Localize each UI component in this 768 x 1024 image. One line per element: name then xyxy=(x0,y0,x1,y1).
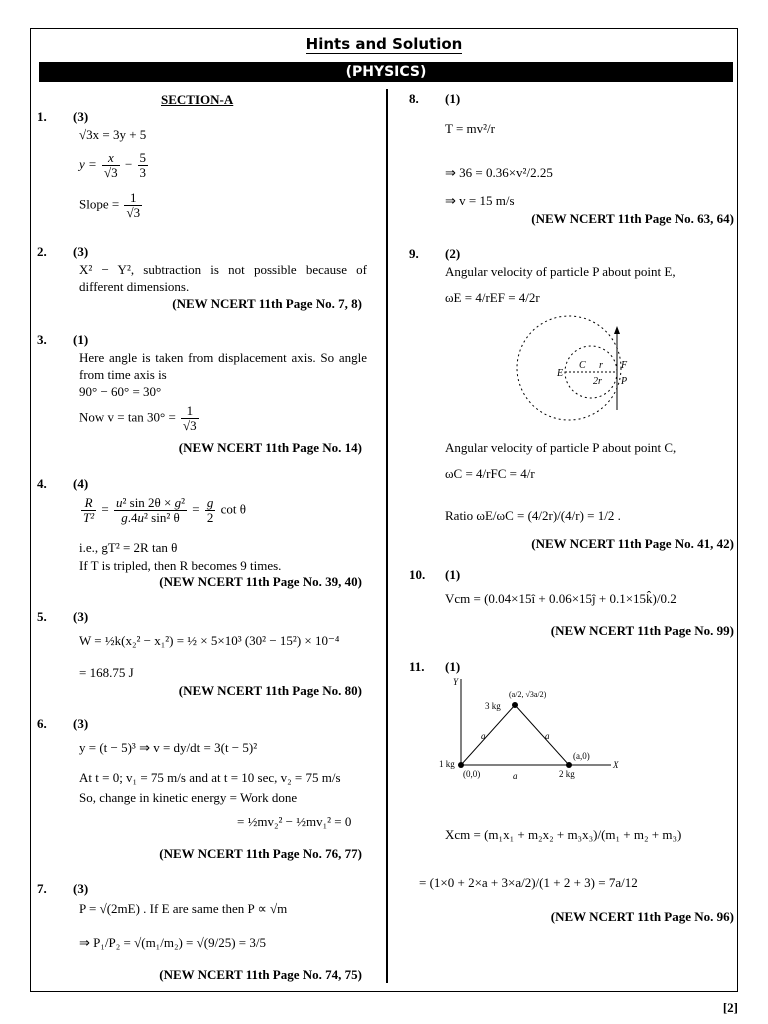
svg-text:(a,0): (a,0) xyxy=(573,751,590,761)
triangle xyxy=(461,705,569,765)
svg-text:a: a xyxy=(481,731,486,741)
subject-bar: (PHYSICS) xyxy=(39,62,733,82)
svg-text:F: F xyxy=(621,360,628,371)
q4-equation: $\frac{R}{\text{T²}}$ = $\frac{\text{u² sin 2θ × g²}}{\text{g.4u² sin² θ}}$ = $\frac{g}{2}$ cot θ xyxy=(83,495,246,525)
circular-motion-figure xyxy=(509,310,639,430)
svg-text:(a/2, √3a/2): (a/2, √3a/2) xyxy=(509,690,547,699)
svg-text:P: P xyxy=(621,376,628,387)
svg-text:r: r xyxy=(599,360,603,371)
q1-slope: Slope = $\frac{1}{√3}$ xyxy=(79,190,141,220)
arrow-head xyxy=(614,326,620,334)
column-divider xyxy=(386,89,388,983)
triangle-figure xyxy=(439,675,629,779)
section-heading: SECTION-A xyxy=(161,92,234,107)
svg-text:2 kg: 2 kg xyxy=(559,769,575,779)
svg-text:X: X xyxy=(613,760,619,770)
q3-velocity: Now v = tan 30° = $\frac{1}{√3}$ xyxy=(79,403,197,433)
svg-text:3 kg: 3 kg xyxy=(485,701,501,711)
svg-text:C: C xyxy=(579,360,586,371)
svg-text:E: E xyxy=(557,368,564,379)
svg-text:a: a xyxy=(513,771,518,779)
svg-text:1 kg: 1 kg xyxy=(439,759,455,769)
page-number: [2] xyxy=(722,1000,738,1015)
page-title: Hints and Solution xyxy=(305,35,463,53)
svg-text:Y: Y xyxy=(453,677,459,687)
page-frame: Hints and Solution (PHYSICS) SECTION-A 1. (3) √3x = 3y + 5 y = $\frac{x}{√3}$ − $\frac{5}{3}$ Slope = $\frac{1}{√3}$ 2. (3) X² − Y², subtraction is not possible because of different dimensions. (NEW NCERT 11th Page No. 7, 8) 3. (1) Here angle is taken from displacement axis. So angle from time axis is 90° − 60° = 30° Now v = tan 30° = $\frac{1}{√3}$ (NEW NCERT 11th Page No. 14) 4. (4) $\frac{R}{\text{T²}}$ = $\frac{\text{u² sin 2θ × g²}}{\text{g.4u² sin² θ}}$ = $\frac{g}{2}$ cot θ i.e., gT² = 2R tan θ If T is tripled, then R becomes 9 times. (NEW NCERT 11th Page No. 39, 40) 5. (3) W = ½k(x₂² − x₁²) = ½ × 5×10³ (30² − 15²) × 10⁻⁴ = 168.75 J (NEW NCERT 11th Page No. 80) 6. (3) y = (t − 5)³ ⇒ v = dy/dt = 3(t − 5)² At t = 0; v₁ = 75 m/s and at t = 10 sec, v₂ = 75 m/s So, change in kinetic energy = Work done = ½mv₂² − ½mv₁² = 0 (NEW NCERT 11th Page No. 76, 77) 7. (3) P = √(2mE) . If E are same then P ∝ √m ⇒ P₁/P₂ = √(m₁/m₂) = √(9/25) = 3/5 (NEW NCERT 11th Page No. 74, 75) 8. (1) T = mv²/r ⇒ 36 = 0.36×v²/2.25 ⇒ v = 15 m/s (NEW NCERT 11th Page No. 63, 64) 9. (2) Angular velocity of particle P about point E, ωE = 4/rEF = 4/2r E C r F 2r P Angular velocity of particle P about point C, ωC = 4/rFC = 4/r Ratio ωE/ωC = (4/2r)/(4/r) = 1/2 . (NEW NCERT 11th Page No. 41, 42) 10. (1) Vcm = (0.04×15î + 0.06×15ĵ + 0.1×15k̂)/0.2 (NEW NCERT 11th Page No. 99) 11. (1) Y X 3 kg (a/2, √3a/2) 1 kg (0,0) 2 kg (a,0) a a a Xcm = (m₁x₁ + m₂x₂ + m₃x₃)/(m₁ + m₂ + m₃) = (1×0 + 2×a + 3×a/2)/(1 + 2 + 3) = 7a/12 (NEW NCERT 11th Page No. 96) xyxy=(30,28,738,992)
svg-text:a: a xyxy=(545,731,550,741)
outer-circle xyxy=(517,316,621,420)
svg-text:2r: 2r xyxy=(593,376,602,387)
q1-equation: y = $\frac{x}{√3}$ − $\frac{5}{3}$ xyxy=(79,150,147,180)
svg-text:(0,0): (0,0) xyxy=(463,769,481,779)
